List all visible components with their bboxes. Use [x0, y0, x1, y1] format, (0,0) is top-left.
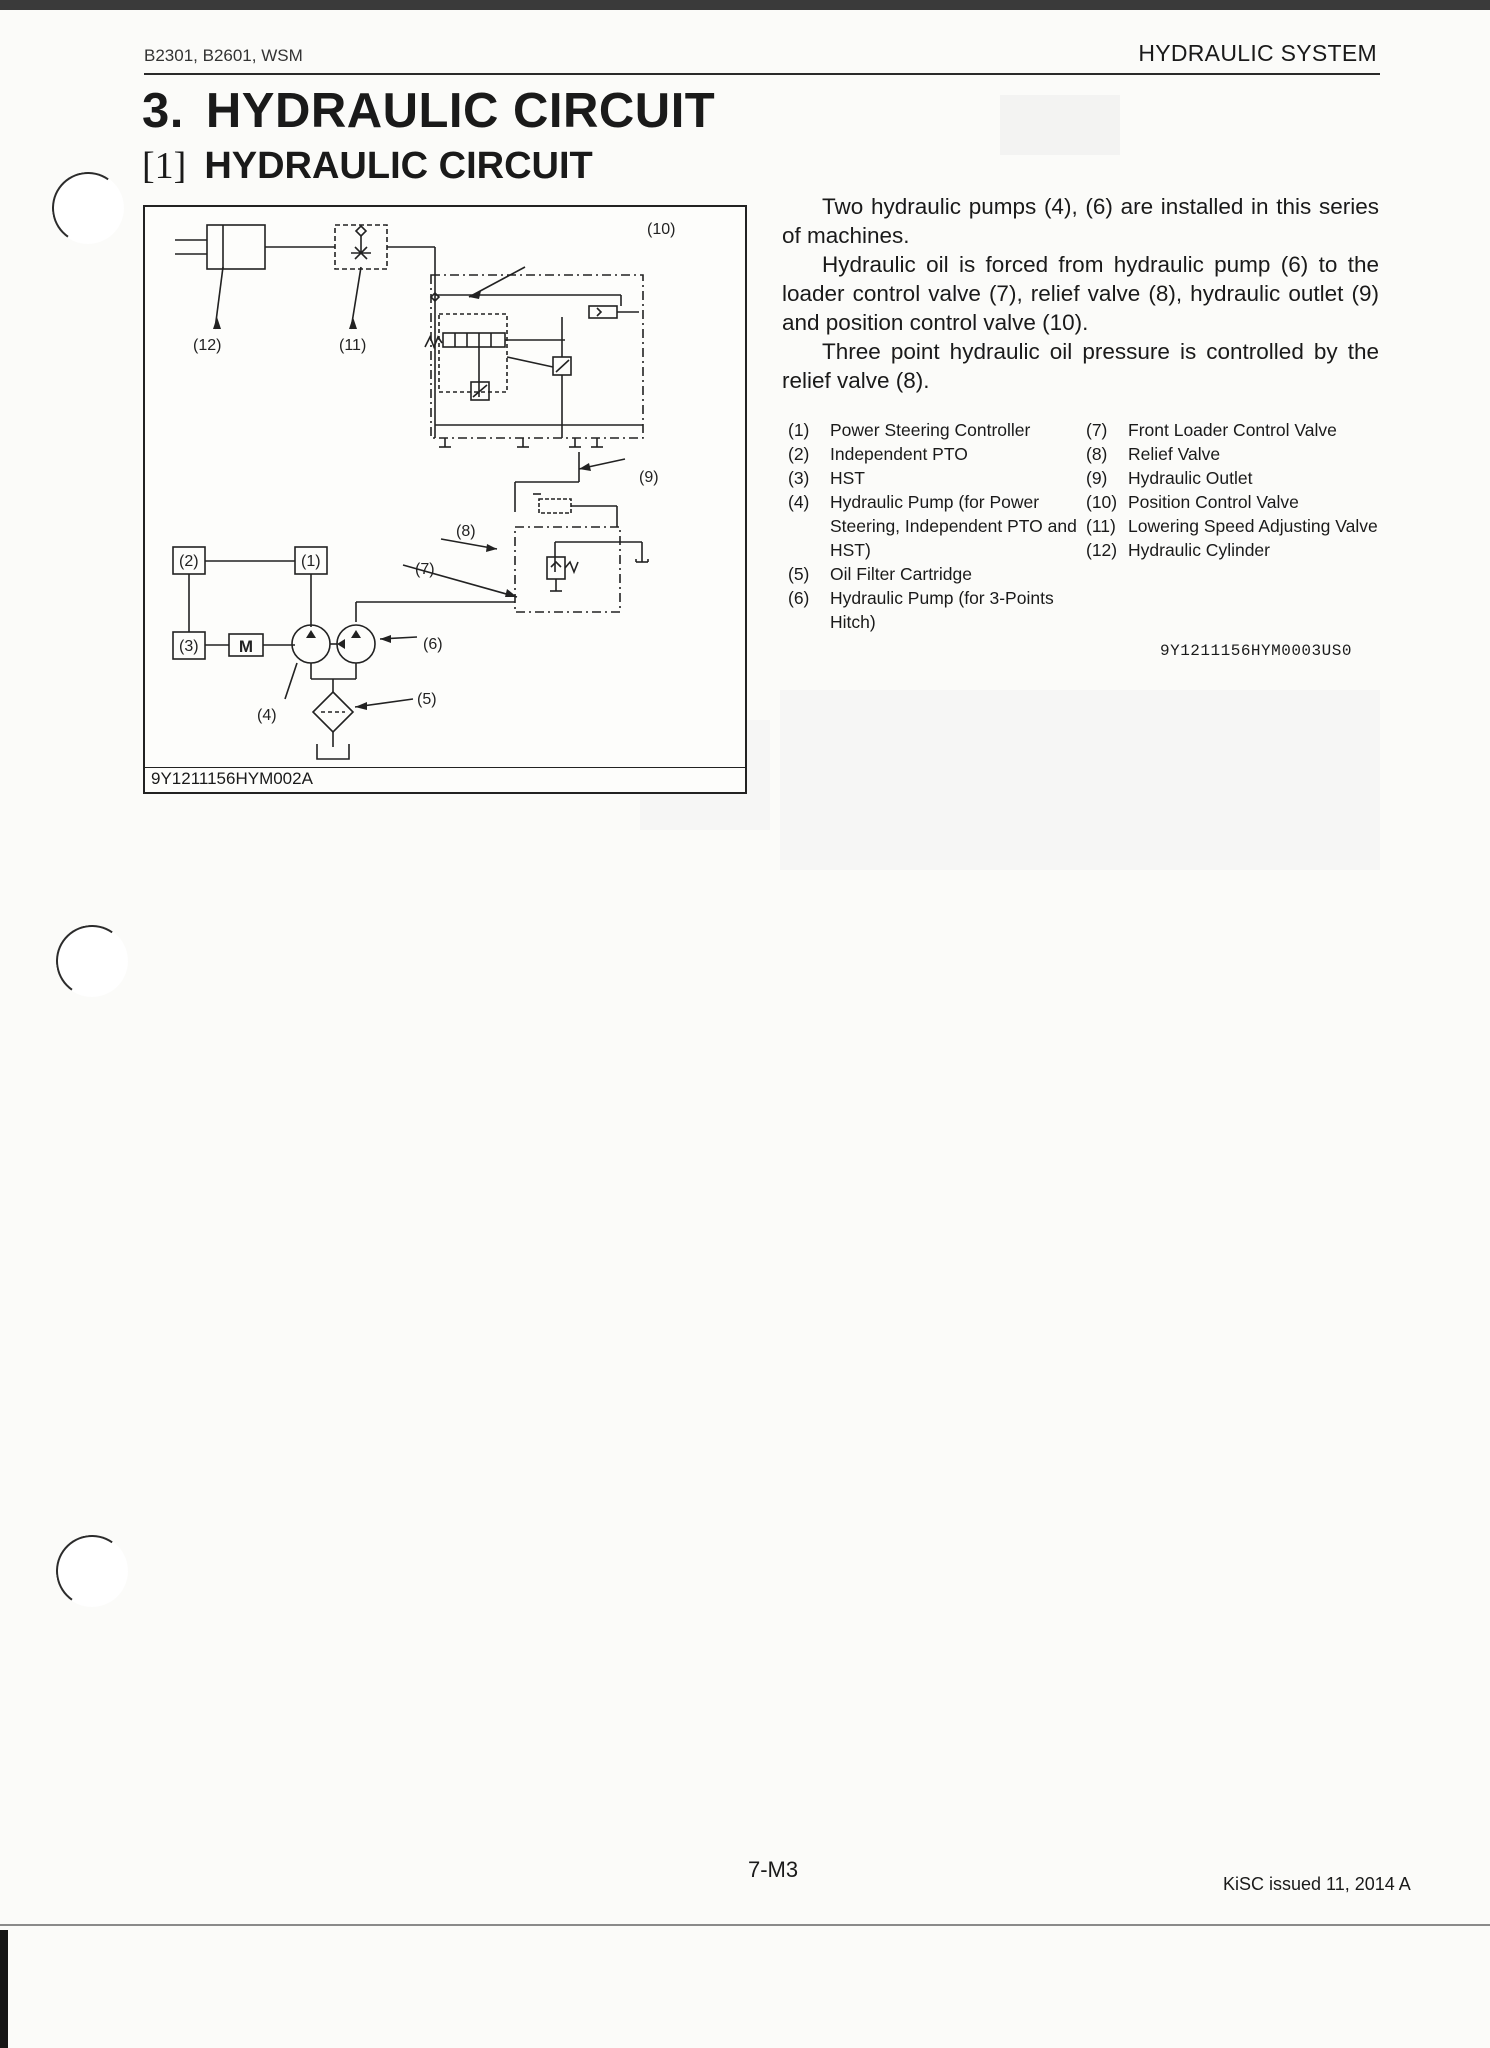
oil-filter-symbol [313, 692, 353, 732]
issue-note: KiSC issued 11, 2014 A [1223, 1874, 1411, 1894]
subsection-title [142, 144, 593, 188]
legend-number: (10) [1086, 492, 1118, 512]
callout-5: (5) [417, 691, 437, 708]
legend-item [788, 418, 1078, 442]
legend-number: (7) [1086, 420, 1108, 440]
legend-text: Independent PTO [830, 444, 968, 464]
callout-9: (9) [639, 469, 659, 486]
legend-text: HST [830, 468, 865, 488]
legend-right-column [1086, 418, 1386, 562]
legend-left-column [788, 418, 1078, 634]
diagram-caption-rule [145, 767, 745, 769]
front-loader-valve-symbol [515, 527, 648, 612]
reference-code: 9Y1211156HYM0003US0 [1160, 642, 1352, 660]
legend-text: Position Control Valve [1128, 492, 1299, 512]
description-paragraph: Two hydraulic pumps (4), (6) are installed in this series of machines. [782, 194, 1379, 248]
diagram-code: 9Y1211156HYM002A [151, 769, 313, 788]
binder-hole [46, 166, 129, 249]
callout-4: (4) [257, 707, 277, 724]
callout-2: (2) [179, 553, 199, 570]
legend-number: (4) [788, 492, 810, 512]
legend-number: (1) [788, 420, 810, 440]
legend-number: (11) [1086, 516, 1116, 536]
legend-item [788, 586, 1078, 634]
legend-text: Oil Filter Cartridge [830, 564, 972, 584]
legend-number: (9) [1086, 468, 1108, 488]
hydraulic-cylinder-symbol [175, 225, 335, 269]
legend-text: Hydraulic Pump (for 3-Points Hitch) [830, 588, 1054, 632]
legend-item [788, 562, 1078, 586]
legend-number: (3) [788, 468, 810, 488]
callout-1: (1) [301, 553, 321, 570]
motor-label: M [238, 637, 254, 656]
bleed-through-block [780, 690, 1380, 870]
callout-7: (7) [415, 561, 435, 578]
legend-number: (6) [788, 588, 810, 608]
hydraulic-circuit-diagram [143, 205, 747, 794]
callout-8: (8) [456, 523, 476, 540]
binder-hole [50, 1529, 133, 1612]
circuit-schematic [145, 207, 745, 792]
legend-item [1086, 538, 1386, 562]
subsection-title-text: HYDRAULIC CIRCUIT [204, 145, 593, 187]
section-title [142, 83, 715, 139]
legend-text: Power Steering Controller [830, 420, 1031, 440]
legend-number: (8) [1086, 444, 1108, 464]
header-section: HYDRAULIC SYSTEM [1138, 40, 1377, 66]
legend-item [1086, 442, 1386, 466]
legend-number: (12) [1086, 540, 1118, 560]
page-bottom-edge [0, 1924, 1490, 1926]
legend-text: Relief Valve [1128, 444, 1221, 464]
legend-text: Hydraulic Pump (for Power Steering, Independent PTO and HST) [830, 492, 1077, 560]
legend-number: (5) [788, 564, 810, 584]
legend-text: Lowering Speed Adjusting Valve [1128, 516, 1378, 536]
section-title-text: HYDRAULIC CIRCUIT [205, 84, 716, 138]
legend-item [788, 466, 1078, 490]
callout-3: (3) [179, 638, 199, 655]
legend-item [788, 442, 1078, 466]
position-control-valve-symbol [425, 275, 643, 447]
scan-top-edge [0, 0, 1490, 10]
legend-text: Front Loader Control Valve [1128, 420, 1337, 440]
subsection-number: [1] [142, 145, 187, 187]
description-text [782, 192, 1379, 395]
callout-6: (6) [423, 636, 443, 653]
binder-hole [50, 919, 133, 1002]
description-paragraph: Hydraulic oil is forced from hydraulic pump (6) to the loader control valve (7), relief valve (8), hydraulic outlet (9) and position control valve (10). [782, 252, 1379, 335]
callout-12: (12) [193, 337, 222, 354]
legend-text: Hydraulic Outlet [1128, 468, 1253, 488]
page-number: 7-M3 [748, 1857, 799, 1882]
header-rule [144, 73, 1380, 75]
section-number: 3. [142, 84, 184, 138]
legend-item [1086, 490, 1386, 514]
description-paragraph: Three point hydraulic oil pressure is controlled by the relief valve (8). [782, 339, 1379, 393]
bleed-through-block [1000, 95, 1120, 155]
legend-text: Hydraulic Cylinder [1128, 540, 1270, 560]
lowering-speed-valve-symbol [335, 225, 435, 269]
legend-item [1086, 418, 1386, 442]
legend-item [788, 490, 1078, 562]
header-model: B2301, B2601, WSM [144, 46, 303, 65]
callout-10: (10) [647, 221, 676, 238]
legend-number: (2) [788, 444, 810, 464]
callout-11: (11) [339, 337, 367, 354]
legend-item [1086, 514, 1386, 538]
scan-left-edge [0, 1930, 8, 2048]
legend-item [1086, 466, 1386, 490]
hydraulic-outlet-symbol [539, 499, 617, 527]
